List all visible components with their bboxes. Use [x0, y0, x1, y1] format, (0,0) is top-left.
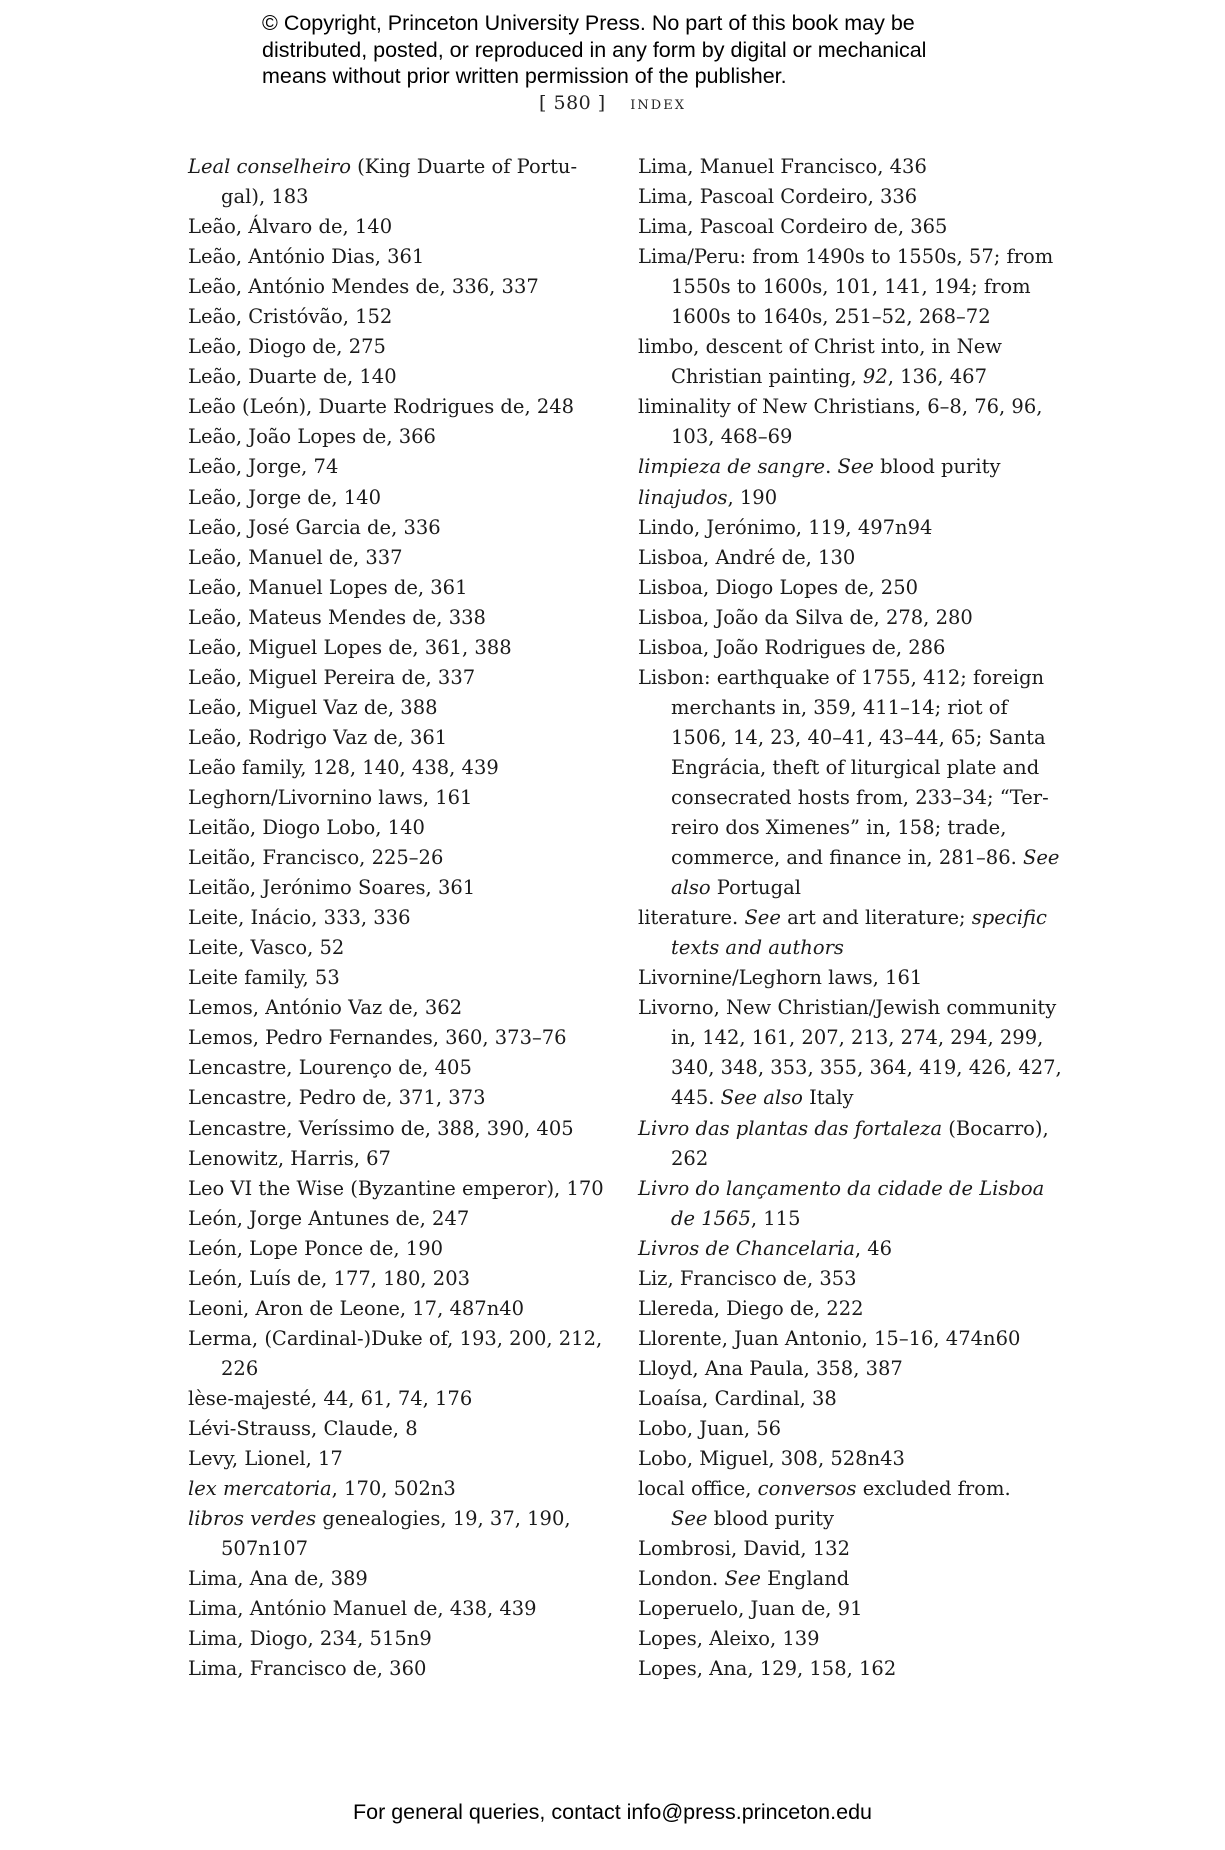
index-entry: Leão, Miguel Vaz de, 388: [188, 695, 438, 719]
index-entry: Leão, Jorge, 74: [188, 455, 339, 479]
index-entry: London. See England: [638, 1567, 850, 1591]
copyright-notice: [262, 10, 1022, 90]
footer-contact: For general queries, contact info@press.princeton.edu: [352, 1800, 872, 1824]
index-entry: Lencastre, Pedro de, 371, 373: [188, 1086, 486, 1110]
index-entry: Livros de Chancelaria, 46: [638, 1236, 893, 1260]
index-entry: limpieza de sangre. See blood purity: [638, 455, 1001, 479]
index-entry: Lencastre, Veríssimo de, 388, 390, 405: [188, 1116, 574, 1140]
index-entry: Leão, Miguel Pereira de, 337: [188, 665, 476, 689]
index-entry-continuation: 1550s to 1600s, 101, 141, 194; from: [671, 275, 1031, 299]
copyright-line: means without prior written permission of the publisher.: [262, 64, 787, 88]
index-entry: Leão, Álvaro de, 140: [188, 215, 393, 239]
index-entry: Leite, Inácio, 333, 336: [188, 906, 411, 930]
index-entry: Lobo, Juan, 56: [638, 1416, 782, 1440]
index-entry: Leão, Miguel Lopes de, 361, 388: [188, 635, 512, 659]
index-entry: Leão, Duarte de, 140: [188, 365, 397, 389]
index-entry: Lopes, Ana, 129, 158, 162: [638, 1657, 897, 1681]
index-entry: liminality of New Christians, 6–8, 76, 96,: [638, 395, 1043, 419]
index-entry-continuation: 103, 468–69: [671, 425, 793, 449]
index-entry: Leite family, 53: [188, 966, 340, 990]
index-entry-continuation: in, 142, 161, 207, 213, 274, 294, 299,: [671, 1026, 1044, 1050]
index-entry: Lima/Peru: from 1490s to 1550s, 57; from: [638, 245, 1054, 269]
index-entry: Liz, Francisco de, 353: [638, 1266, 857, 1290]
index-entry: Lobo, Miguel, 308, 528n43: [638, 1447, 905, 1471]
index-entry: Livro das plantas das fortaleza (Bocarro),: [638, 1116, 1049, 1140]
index-entry: Lisbon: earthquake of 1755, 412; foreign: [638, 665, 1045, 689]
index-entry-continuation: texts and authors: [671, 936, 844, 960]
index-entry: Loperuelo, Juan de, 91: [638, 1597, 863, 1621]
index-entry-continuation: 507n107: [221, 1537, 308, 1561]
index-entry: linajudos, 190: [638, 485, 778, 509]
index-entry: literature. See art and literature; specific: [638, 906, 1047, 930]
index-entry: Lévi-Strauss, Claude, 8: [188, 1416, 418, 1440]
page-number: [ 580 ]: [539, 92, 606, 114]
index-entry: Lisboa, João Rodrigues de, 286: [638, 635, 946, 659]
running-head: [0, 92, 1225, 114]
index-entry: Lindo, Jerónimo, 119, 497n94: [638, 515, 933, 539]
index-entry: Lencastre, Lourenço de, 405: [188, 1056, 472, 1080]
index-entry: Leão, Cristóvão, 152: [188, 305, 393, 329]
index-entry: Lima, Manuel Francisco, 436: [638, 155, 927, 178]
index-entry: libros verdes genealogies, 19, 37, 190,: [188, 1507, 571, 1531]
section-title: index: [630, 92, 686, 114]
index-entry: León, Luís de, 177, 180, 203: [188, 1266, 471, 1290]
index-entry: Lima, Diogo, 234, 515n9: [188, 1627, 432, 1651]
index-entry: Leo VI the Wise (Byzantine emperor), 170: [188, 1176, 604, 1200]
index-entry-continuation: consecrated hosts from, 233–34; “Ter-: [671, 785, 1049, 809]
index-entry: Livro do lançamento da cidade de Lisboa: [638, 1176, 1045, 1200]
index-entry: Leitão, Francisco, 225–26: [188, 846, 444, 870]
index-entry: Leão, Manuel Lopes de, 361: [188, 575, 468, 599]
index-entry: Leoni, Aron de Leone, 17, 487n40: [188, 1296, 525, 1320]
index-entry-continuation: 226: [221, 1356, 259, 1380]
index-entry: Lima, Pascoal Cordeiro de, 365: [638, 215, 948, 239]
index-entry: Lopes, Aleixo, 139: [638, 1627, 820, 1651]
index-entry: Lemos, Pedro Fernandes, 360, 373–76: [188, 1026, 567, 1050]
index-entry: Leghorn/Livornino laws, 161: [188, 785, 473, 809]
index-entry: Livorno, New Christian/Jewish community: [638, 996, 1057, 1020]
index-entry: Leite, Vasco, 52: [188, 936, 345, 960]
index-entry-continuation: 1506, 14, 23, 40–41, 43–44, 65; Santa: [671, 725, 1046, 749]
copyright-line: distributed, posted, or reproduced in any form by digital or mechanical: [262, 37, 927, 62]
index-entry: Lima, Francisco de, 360: [188, 1657, 427, 1681]
index-entry: Lima, Pascoal Cordeiro, 336: [638, 185, 918, 209]
index-entry: Lloyd, Ana Paula, 358, 387: [638, 1356, 903, 1380]
index-entry: Llorente, Juan Antonio, 15–16, 474n60: [638, 1326, 1021, 1350]
index-column-left: [188, 152, 608, 1684]
index-entry: Leão, Rodrigo Vaz de, 361: [188, 725, 448, 749]
index-entry: limbo, descent of Christ into, in New: [638, 335, 1002, 359]
index-entry: Loaísa, Cardinal, 38: [638, 1386, 837, 1410]
index-entry: Lima, António Manuel de, 438, 439: [188, 1597, 537, 1621]
index-entry: León, Jorge Antunes de, 247: [188, 1206, 470, 1230]
index-entry: local office, conversos excluded from.: [638, 1477, 1011, 1501]
index-entry-continuation: reiro dos Ximenes” in, 158; trade,: [671, 816, 1007, 840]
index-entry: Lenowitz, Harris, 67: [188, 1146, 391, 1170]
index-entry-continuation: Christian painting, 92, 136, 467: [671, 365, 987, 389]
index-entry: Leal conselheiro (King Duarte of Portu-: [188, 155, 578, 178]
index-entry-continuation: 262: [671, 1146, 709, 1170]
index-entry: Lisboa, Diogo Lopes de, 250: [638, 575, 919, 599]
index-entry-continuation: 445. See also Italy: [671, 1086, 854, 1110]
index-entry: Lima, Ana de, 389: [188, 1567, 368, 1591]
index-entry: Leão, António Dias, 361: [188, 245, 425, 269]
index-entry: Leitão, Jerónimo Soares, 361: [188, 876, 476, 900]
index-entry-continuation: also Portugal: [671, 876, 801, 900]
index-entry: Lisboa, André de, 130: [638, 545, 856, 569]
index-entry: Leão, Diogo de, 275: [188, 335, 386, 359]
index-entry: Leão, António Mendes de, 336, 337: [188, 275, 539, 299]
index-entry: Lerma, (Cardinal-)Duke of, 193, 200, 212,: [188, 1326, 603, 1350]
index-entry: Leão family, 128, 140, 438, 439: [188, 755, 499, 779]
index-entry-continuation: de 1565, 115: [671, 1206, 801, 1230]
index-column-right: [638, 152, 1062, 1684]
index-entry-continuation: Engrácia, theft of liturgical plate and: [671, 755, 1040, 779]
index-entry: Leão, Mateus Mendes de, 338: [188, 605, 486, 629]
index-entry-continuation: 340, 348, 353, 355, 364, 419, 426, 427,: [671, 1056, 1062, 1080]
index-entry: Leão (León), Duarte Rodrigues de, 248: [188, 395, 575, 419]
index-entry: Lemos, António Vaz de, 362: [188, 996, 463, 1020]
index-entry: Llereda, Diego de, 222: [638, 1296, 864, 1320]
index-entry: lex mercatoria, 170, 502n3: [188, 1477, 456, 1501]
index-entry-continuation: commerce, and finance in, 281–86. See: [671, 846, 1060, 870]
index-entry: Levy, Lionel, 17: [188, 1447, 343, 1471]
index-entry: Livornine/Leghorn laws, 161: [638, 966, 923, 990]
index-entry-continuation: See blood purity: [671, 1507, 834, 1531]
index-entry: lèse-majesté, 44, 61, 74, 176: [188, 1386, 473, 1410]
index-entry: León, Lope Ponce de, 190: [188, 1236, 444, 1260]
index-entry: Leão, João Lopes de, 366: [188, 425, 436, 449]
index-entry-continuation: merchants in, 359, 411–14; riot of: [671, 695, 1008, 719]
index-entry: Leitão, Diogo Lobo, 140: [188, 816, 425, 840]
index-entry: Lisboa, João da Silva de, 278, 280: [638, 605, 973, 629]
copyright-line: © Copyright, Princeton University Press. No part of this book may be: [262, 11, 915, 35]
index-entry: Leão, Manuel de, 337: [188, 545, 403, 569]
index-entry: Leão, José Garcia de, 336: [188, 515, 441, 539]
index-entry-continuation: 1600s to 1640s, 251–52, 268–72: [671, 305, 991, 329]
index-entry: Lombrosi, David, 132: [638, 1537, 850, 1561]
index-entry-continuation: gal), 183: [221, 185, 309, 209]
index-entry: Leão, Jorge de, 140: [188, 485, 381, 509]
